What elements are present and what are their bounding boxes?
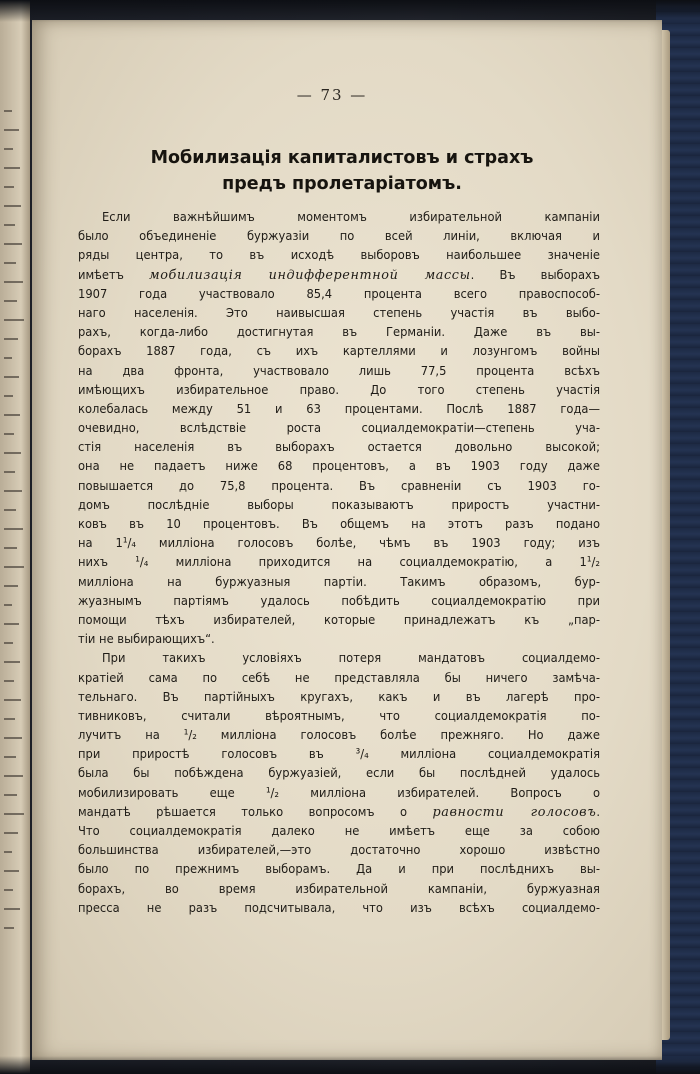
- previous-page-text-fragment: [4, 110, 12, 112]
- text-line: нихъ ¹/₄ милліона приходится на социалдемократію, а 1¹/₂: [78, 555, 600, 571]
- previous-page-text-fragment: [4, 908, 20, 910]
- previous-page-text-fragment: [4, 262, 16, 264]
- text-line: очевидно, вслѣдствіе роста социалдемократіи—степень уча-: [78, 421, 600, 437]
- previous-page-text-fragment: [4, 870, 19, 872]
- paragraph-2: [78, 649, 600, 918]
- text-line: имѣющихъ избирательное право. До того степень участія: [78, 382, 600, 398]
- previous-page-text-fragment: [4, 395, 13, 397]
- bottom-shadow: [0, 1056, 700, 1074]
- previous-page-text-fragment: [4, 148, 13, 150]
- previous-page-text-fragment: [4, 813, 24, 815]
- text-line: тивниковъ, считали вѣроятнымъ, что социалдемократія по-: [78, 708, 600, 724]
- previous-page-text-fragment: [4, 338, 18, 340]
- text-run: . Въ выборахъ: [470, 267, 600, 283]
- text-run: имѣетъ: [78, 267, 150, 283]
- previous-page-text-fragment: [4, 718, 15, 720]
- text-line: большинства избирателей,—это достаточно хорошо извѣстно: [78, 843, 600, 859]
- previous-page-text-fragment: [4, 566, 24, 568]
- previous-page-text-fragment: [4, 775, 23, 777]
- previous-page-text-fragment: [4, 281, 23, 283]
- emphasized-text: мобилизація индифферентной массы: [149, 267, 471, 283]
- previous-page-text-fragment: [4, 300, 17, 302]
- page-number: — 73 —: [296, 86, 368, 104]
- text-line: Если важнѣйшимъ моментомъ избирательной кампаніи: [102, 210, 600, 225]
- book-page: [32, 20, 662, 1060]
- previous-page-text-fragment: [4, 547, 17, 549]
- text-line: при приростѣ голосовъ въ ³/₄ милліона социалдемократія: [78, 747, 600, 763]
- text-line: 1907 года участвовало 85,4 процента всего правоспособ-: [78, 286, 600, 302]
- text-line: пресса не разъ подсчитывала, что изъ всѣхъ социалдемо-: [78, 900, 600, 916]
- previous-page-text-fragment: [4, 471, 15, 473]
- body-text: [78, 208, 600, 918]
- previous-page-text-fragment: [4, 680, 14, 682]
- text-line: борахъ 1887 года, съ ихъ картеллями и лозунгомъ войны: [78, 344, 600, 360]
- text-line: повышается до 75,8 процента. Въ сравненіи съ 1903 го-: [78, 478, 600, 494]
- previous-page-edge: [0, 0, 30, 1074]
- text-line: на 1¹/₄ милліона голосовъ болѣе, чѣмъ въ 1903 году; изъ: [78, 536, 600, 552]
- text-line: При такихъ условіяхъ потеря мандатовъ социалдемо-: [102, 651, 600, 667]
- previous-page-text-fragment: [4, 699, 21, 701]
- previous-page-text-fragment: [4, 528, 23, 530]
- text-line: стія населенія въ выборахъ остается довольно высокой;: [78, 440, 600, 456]
- text-line: ряды центра, то въ исходѣ выборовъ наибольшее значеніе: [78, 248, 600, 264]
- text-line: кратіей сама по себѣ не представляла бы ничего замѣча-: [78, 670, 600, 686]
- previous-page-text-fragment: [4, 794, 17, 796]
- text-line: [78, 266, 600, 285]
- previous-page-text-fragment: [4, 167, 20, 169]
- text-line: помощи тѣхъ избирателей, которые принадлежатъ къ „пар-: [78, 612, 600, 628]
- previous-page-text-fragment: [4, 832, 18, 834]
- previous-page-text-fragment: [4, 186, 14, 188]
- previous-page-text-fragment: [4, 414, 20, 416]
- previous-page-text-fragment: [4, 927, 14, 929]
- text-run: мандатѣ рѣшается только вопросомъ о: [78, 804, 433, 820]
- text-line: было объединеніе буржуазіи по всей линіи, включая и: [78, 229, 600, 245]
- text-line: наго населенія. Это наивысшая степень участія въ выбо-: [78, 305, 600, 321]
- chapter-title: [62, 145, 622, 197]
- text-line: на два фронта, участвовало лишь 77,5 процента всѣхъ: [78, 363, 600, 379]
- chapter-title-line-2: предъ пролетаріатомъ.: [222, 174, 462, 194]
- previous-page-text-fragment: [4, 642, 13, 644]
- previous-page-text-fragment: [4, 737, 22, 739]
- previous-page-text-fragment: [4, 129, 19, 131]
- previous-page-text-fragment: [4, 319, 24, 321]
- text-line: было по прежнимъ выборамъ. Да и при послѣднихъ вы-: [78, 862, 600, 878]
- text-line: ковъ въ 10 процентовъ. Въ общемъ на этотъ разъ подано: [78, 517, 600, 532]
- text-line: Что социалдемократія далеко не имѣетъ еще за собою: [78, 824, 600, 839]
- previous-page-text-fragment: [4, 604, 12, 606]
- previous-page-text-fragment: [4, 585, 18, 587]
- previous-page-text-fragment: [4, 452, 21, 454]
- paragraph-1: [78, 208, 600, 649]
- previous-page-text-fragment: [4, 756, 16, 758]
- text-line: лучитъ на ¹/₂ милліона голосовъ болѣе прежняго. Но даже: [78, 728, 600, 744]
- previous-page-text-fragment: [4, 851, 12, 853]
- text-line: она не падаетъ ниже 68 процентовъ, а въ 1903 году даже: [78, 459, 600, 475]
- text-line: тіи не выбирающихъ“.: [78, 632, 215, 648]
- text-line: тельнаго. Въ партійныхъ кругахъ, какъ и въ лагерѣ про-: [78, 689, 600, 705]
- previous-page-text-fragment: [4, 490, 22, 492]
- previous-page-text-fragment: [4, 889, 13, 891]
- previous-page-text-fragment: [4, 224, 15, 226]
- text-line: милліона на буржуазныя партіи. Такимъ образомъ, бур-: [78, 574, 600, 590]
- text-line: была бы побѣждена буржуазіей, если бы послѣдней удалось: [78, 766, 600, 782]
- previous-page-text-fragment: [4, 661, 20, 663]
- chapter-title-line-1: Мобилизація капиталистовъ и страхъ: [150, 148, 534, 168]
- previous-page-text-fragment: [4, 433, 14, 435]
- text-line: рахъ, когда-либо достигнутая въ Германіи. Даже въ вы-: [78, 325, 600, 341]
- previous-page-text-fragment: [4, 357, 12, 359]
- text-line: колебалась между 51 и 63 процентами. Послѣ 1887 года—: [78, 401, 600, 417]
- text-line: мобилизировать еще ¹/₂ милліона избирателей. Вопросъ о: [78, 785, 600, 801]
- text-line: домъ послѣдніе выборы показываютъ приростъ участни-: [78, 497, 600, 513]
- top-shadow: [0, 0, 700, 22]
- text-line: жуазнымъ партіямъ удалось побѣдить социалдемократію при: [78, 593, 600, 609]
- previous-page-text-fragment: [4, 376, 19, 378]
- text-line: [78, 803, 600, 822]
- previous-page-text-fragment: [4, 243, 22, 245]
- text-line: борахъ, во время избирательной кампаніи, буржуазная: [78, 881, 600, 897]
- previous-page-text-fragment: [4, 205, 21, 207]
- text-run: .: [596, 804, 601, 820]
- previous-page-text-fragment: [4, 509, 16, 511]
- previous-page-text-fragment: [4, 623, 19, 625]
- emphasized-text: равности голосовъ: [432, 804, 597, 820]
